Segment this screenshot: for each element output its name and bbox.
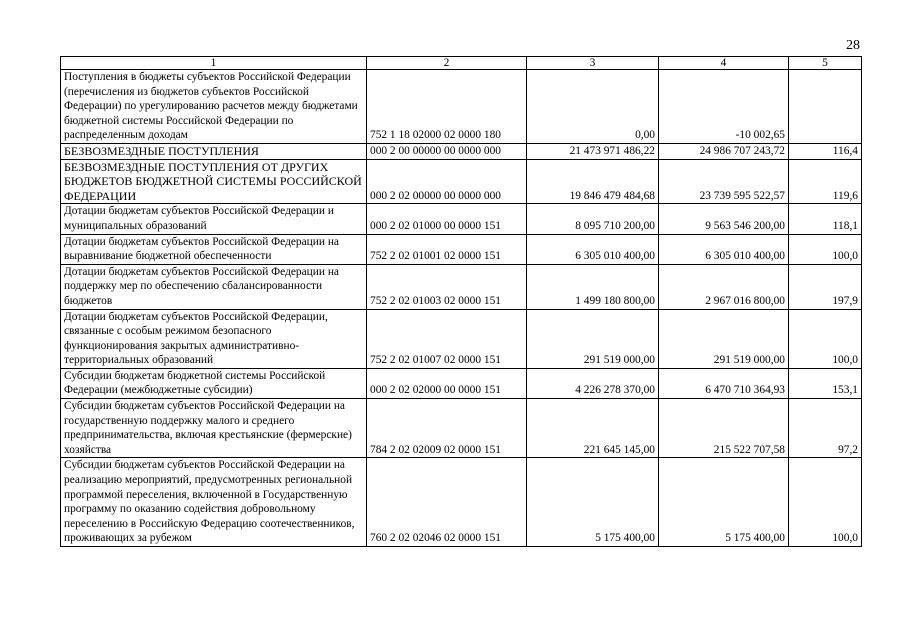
table-row — [61, 234, 862, 264]
row-value-col4: 23 739 595 522,57 — [659, 159, 789, 204]
row-name: Дотации бюджетам субъектов Российской Федерации и муниципальных образований — [61, 204, 367, 234]
row-value-col4: 215 522 707,58 — [659, 399, 789, 458]
table-row — [61, 458, 862, 547]
header-row — [61, 57, 862, 70]
row-value-col3: 21 473 971 486,22 — [527, 143, 659, 159]
row-code: 000 2 02 00000 00 0000 000 — [367, 159, 527, 204]
row-code: 000 2 00 00000 00 0000 000 — [367, 143, 527, 159]
row-value-col3: 8 095 710 200,00 — [527, 204, 659, 234]
column-header-5: 5 — [789, 57, 862, 70]
table-row — [61, 159, 862, 204]
row-value-col3: 291 519 000,00 — [527, 309, 659, 368]
row-value-col4: 291 519 000,00 — [659, 309, 789, 368]
row-value-col5: 119,6 — [789, 159, 862, 204]
row-value-col5: 100,0 — [789, 458, 862, 547]
row-code: 752 2 02 01003 02 0000 151 — [367, 264, 527, 309]
row-value-col5: 97,2 — [789, 399, 862, 458]
row-value-col3: 4 226 278 370,00 — [527, 368, 659, 398]
row-name: Дотации бюджетам субъектов Российской Федерации, связанные с особым режимом безопасного функционирования закрытых административно-территориальных образований — [61, 309, 367, 368]
row-value-col4: 6 470 710 364,93 — [659, 368, 789, 398]
row-value-col4: -10 002,65 — [659, 70, 789, 144]
row-value-col4: 6 305 010 400,00 — [659, 234, 789, 264]
row-code: 752 1 18 02000 02 0000 180 — [367, 70, 527, 144]
table-row — [61, 399, 862, 458]
row-value-col5: 100,0 — [789, 234, 862, 264]
column-header-1: 1 — [61, 57, 367, 70]
row-value-col3: 19 846 479 484,68 — [527, 159, 659, 204]
row-value-col5: 197,9 — [789, 264, 862, 309]
row-name: Субсидии бюджетам субъектов Российской Федерации на государственную поддержку малого и среднего предпринимательства, включая крестьянские (фермерские) хозяйства — [61, 399, 367, 458]
table-row — [61, 204, 862, 234]
row-value-col5: 116,4 — [789, 143, 862, 159]
row-value-col3: 6 305 010 400,00 — [527, 234, 659, 264]
row-name: БЕЗВОЗМЕЗДНЫЕ ПОСТУПЛЕНИЯ — [61, 143, 367, 159]
table-row — [61, 264, 862, 309]
row-code: 752 2 02 01001 02 0000 151 — [367, 234, 527, 264]
row-code: 752 2 02 01007 02 0000 151 — [367, 309, 527, 368]
table-header — [61, 57, 862, 70]
row-value-col3: 0,00 — [527, 70, 659, 144]
row-code: 784 2 02 02009 02 0000 151 — [367, 399, 527, 458]
row-value-col5 — [789, 70, 862, 144]
column-header-4: 4 — [659, 57, 789, 70]
row-value-col3: 1 499 180 800,00 — [527, 264, 659, 309]
row-value-col4: 5 175 400,00 — [659, 458, 789, 547]
table-row — [61, 309, 862, 368]
table-body — [61, 70, 862, 547]
row-value-col5: 153,1 — [789, 368, 862, 398]
row-code: 000 2 02 01000 00 0000 151 — [367, 204, 527, 234]
row-name: Поступления в бюджеты субъектов Российской Федерации (перечисления из бюджетов субъектов Российской Федерации) по урегулированию расчетов между бюджетами бюджетной системы Российской Федерации по распределенным доходам — [61, 70, 367, 144]
row-name: Субсидии бюджетам субъектов Российской Федерации на реализацию мероприятий, предусмотренных региональной программой переселения, включенной в Государственную программу по оказанию содействия добровольному переселению в Российскую Федерацию соотечественников, проживающих за рубежом — [61, 458, 367, 547]
row-value-col4: 24 986 707 243,72 — [659, 143, 789, 159]
row-value-col3: 5 175 400,00 — [527, 458, 659, 547]
row-name: Дотации бюджетам субъектов Российской Федерации на поддержку мер по обеспечению сбалансированности бюджетов — [61, 264, 367, 309]
row-value-col5: 118,1 — [789, 204, 862, 234]
column-header-2: 2 — [367, 57, 527, 70]
row-value-col4: 2 967 016 800,00 — [659, 264, 789, 309]
row-value-col4: 9 563 546 200,00 — [659, 204, 789, 234]
row-value-col5: 100,0 — [789, 309, 862, 368]
row-code: 000 2 02 02000 00 0000 151 — [367, 368, 527, 398]
row-name: Дотации бюджетам субъектов Российской Федерации на выравнивание бюджетной обеспеченности — [61, 234, 367, 264]
row-name: Субсидии бюджетам бюджетной системы Российской Федерации (межбюджетные субсидии) — [61, 368, 367, 398]
page-number: 28 — [846, 38, 860, 53]
column-header-3: 3 — [527, 57, 659, 70]
table-row — [61, 70, 862, 144]
table-row — [61, 368, 862, 398]
row-code: 760 2 02 02046 02 0000 151 — [367, 458, 527, 547]
budget-revenue-table — [60, 56, 862, 547]
table-row — [61, 143, 862, 159]
row-value-col3: 221 645 145,00 — [527, 399, 659, 458]
row-name: БЕЗВОЗМЕЗДНЫЕ ПОСТУПЛЕНИЯ ОТ ДРУГИХ БЮДЖЕТОВ БЮДЖЕТНОЙ СИСТЕМЫ РОССИЙСКОЙ ФЕДЕРАЦИИ — [61, 159, 367, 204]
